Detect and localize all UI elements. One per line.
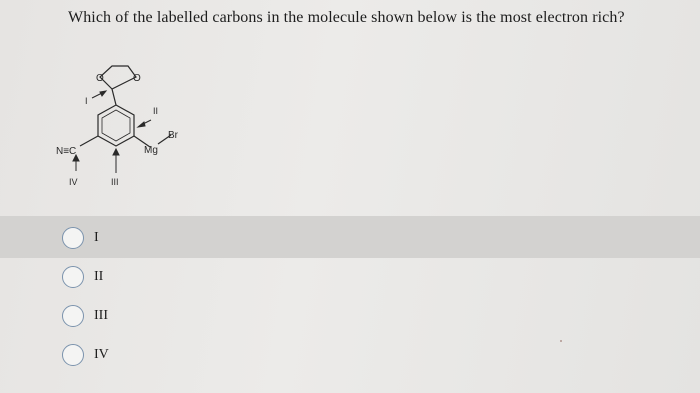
atom-br: Br [168,130,178,141]
option-label: II [94,269,104,284]
option-i[interactable] [62,223,99,253]
question-text: Which of the labelled carbons in the molecule shown below is the most electron rich? [68,9,625,26]
option-ii[interactable] [62,262,103,292]
option-label: III [94,308,108,323]
carbon-label-i: I [85,96,88,106]
acetal-bond [112,89,116,105]
carbon-label-ii: II [153,106,159,116]
radio-button[interactable] [62,305,84,327]
molecule-structure [50,55,220,210]
benzene-ring [98,105,134,146]
option-iii[interactable] [62,301,108,331]
radio-button[interactable] [62,344,84,366]
dioxolane-ring [100,66,136,89]
option-highlight [0,216,700,258]
atom-o1: O [96,73,104,84]
atom-mg: Mg [144,145,158,156]
radio-button[interactable] [62,227,84,249]
option-label: IV [94,347,109,362]
carbon-label-iii: III [111,177,119,187]
option-label: I [94,230,99,245]
atom-o2: O [133,73,141,84]
option-iv[interactable] [62,340,109,370]
atom-nitrile: N≡C [56,146,77,157]
nitrile-bond [80,136,98,146]
carbon-label-iv: IV [69,177,78,187]
stray-mark [560,340,562,342]
radio-button[interactable] [62,266,84,288]
